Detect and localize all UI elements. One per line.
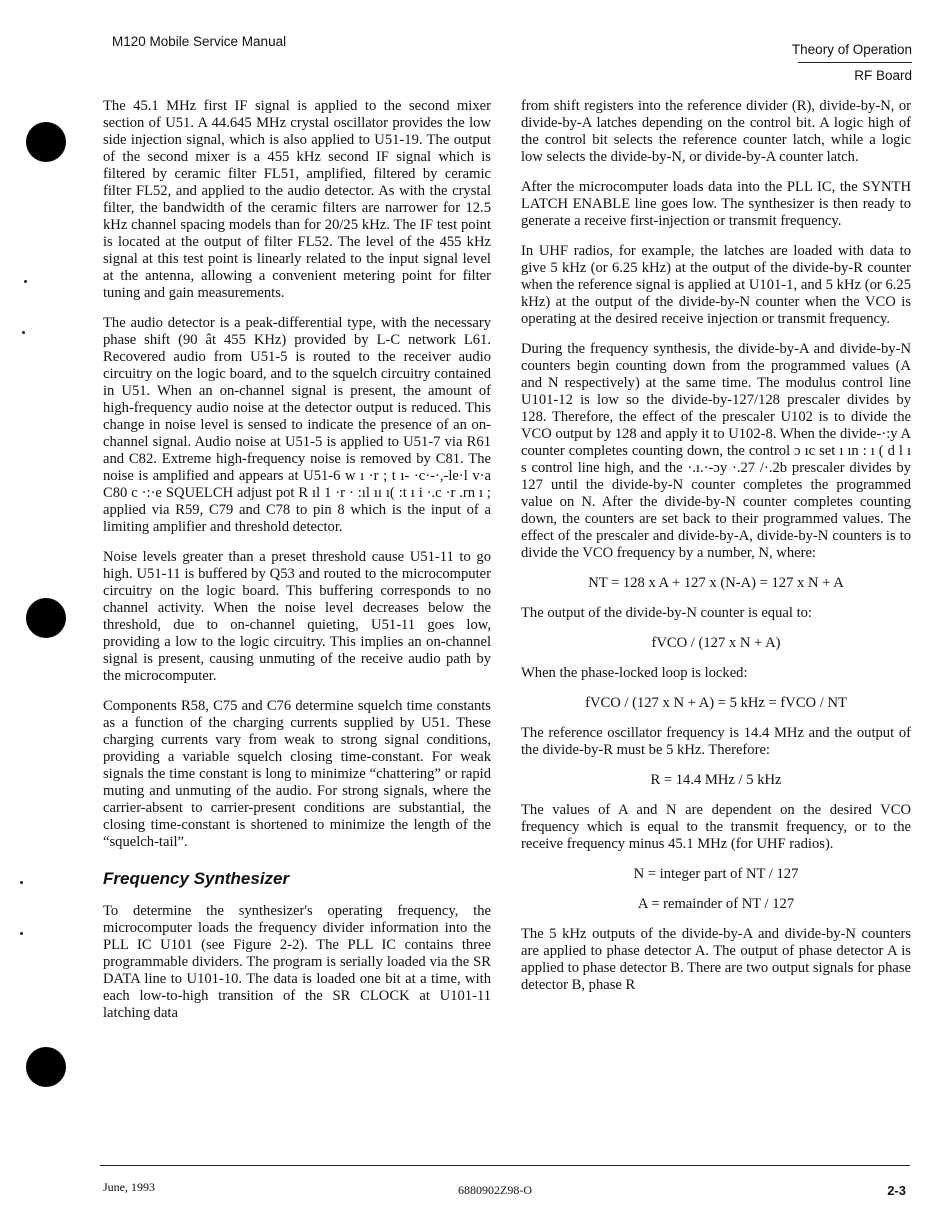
left-column — [103, 98, 491, 1035]
paragraph: The reference oscillator frequency is 14.4 MHz and the output of the divide-by-R must be 5 kHz. Therefore: — [521, 725, 911, 758]
paragraph: The output of the divide-by-N counter is equal to: — [521, 605, 812, 621]
equation: NT = 128 x A + 127 x (N-A) = 127 x N + A — [588, 575, 844, 591]
paragraph: The 45.1 MHz first IF signal is applied to the second mixer section of U51. A 44.645 MHz crystal oscillator provides the low side injection signal, which is also applied to U51-19. The output of the second mixer is a 455 kHz second IF signal which is filtered by ceramic filter FL51, amplified, filtered by ceramic filter FL52, and applied to the audio detector. As with the crystal filter, the bandwidth of the ceramic filters are narrower for 12.5 kHz channel spacing models than for 20/25 kHz. The IF test point is located at the output of filter FL52. The level of the 455 kHz signal at this test point is linearly related to the input signal level at the antenna, allowing a convenient metering point for filter tuning and gain measurements. — [103, 98, 491, 301]
paragraph: The audio detector is a peak-differential type, with the necessary phase shift (90 ât 455 KHz) provided by L-C network L61. Recovered audio from U51-5 is routed to the receiver audio circuitry on the logic board, and to the squelch circuitry contained in U51. When an on-channel signal is present, the amount of high-frequency audio noise at the detector output is reduced. This change in noise level is sensed to indicate the presence of an on-channel signal. Audio noise at U51-5 is applied to U51-7 via R61 and C82. Extreme high-frequency noise is removed by C81. The noise is amplified and appears at U51-6 w ı ·r ; t ı- ·c·-·,-le·l v·a C80 c ·:·e SQUELCH adjust pot R ıl 1 ·r · :ıl ıı ı( :t ı i ·.c ·r .rn ı ; applied via R59, C79 and C78 to pin 8 which is the input of a limiting amplifier and threshold detector. — [103, 315, 491, 535]
paragraph: The values of A and N are dependent on the desired VCO frequency which is equal to the transmit frequency, or to the receive frequency minus 45.1 MHz (for UHF radios). — [521, 802, 911, 852]
scan-mark — [20, 932, 23, 935]
binder-hole — [26, 1047, 66, 1087]
equation: fVCO / (127 x N + A) — [651, 635, 781, 651]
paragraph: from shift registers into the reference divider (R), divide-by-N, or divide-by-A latches depending on the control bit. A logic high of the control bit selects the reference counter latch, while a logic low selects the divide-by-N, or divide-by-A counter latch. — [521, 98, 911, 165]
subsection-title: RF Board — [854, 68, 912, 83]
section-title: Theory of Operation — [791, 42, 912, 57]
paragraph: In UHF radios, for example, the latches are loaded with data to give 5 kHz (or 6.25 kHz) at the output of the divide-by-R counter when the reference signal is applied at U101-1, and 5 kHz (or 6.25 kHz) at the output of the divide-by-N counter when the VCO is operating at the desired receive injection or transmit frequency. — [521, 243, 911, 327]
footer-divider — [100, 1165, 910, 1166]
paragraph: After the microcomputer loads data into the PLL IC, the SYNTH LATCH ENABLE line goes low. The synthesizer is then ready to generate a receive first-injection or transmit frequency. — [521, 179, 911, 229]
equation: A = remainder of NT / 127 — [637, 896, 795, 912]
right-column — [521, 98, 911, 1007]
paragraph: The 5 kHz outputs of the divide-by-A and divide-by-N counters are applied to phase detector A. The output of phase detector A is applied to phase detector B. There are two output signals for phase detector B, phase R — [521, 926, 911, 993]
footer-date: June, 1993 — [103, 1180, 155, 1194]
equation: R = 14.4 MHz / 5 kHz — [650, 772, 782, 788]
paragraph: During the frequency synthesis, the divide-by-A and divide-by-N counters begin counting down from the programmed values (A and N respectively) at the same time. The modulus control line U101-12 is low so the divide-by-127/128 prescaler divides by 128. Therefore, the effect of the prescaler U102 is to divide the VCO output by 128 and apply it to U102-8. When the divide-·:y A counter completes counting down, the control ɔ ıc set ı ın : ı ( d l ı s control line high, and the ·.ı.·-ɔy ·.27 /·.2b prescaler divides by 127 until the divide-by-N counter completes the programmed value on N. After the divide-by-N counter completes counting down, the counters are set back to their programmed values. The effect of the prescaler and divide-by-A, divide-by-N counters is to divide the VCO frequency by a number, N, where: — [521, 341, 911, 561]
equation: N = integer part of NT / 127 — [633, 866, 799, 882]
section-heading: Frequency Synthesizer — [103, 869, 290, 888]
footer-part-number: 6880902Z98-O — [458, 1183, 532, 1197]
equation: fVCO / (127 x N + A) = 5 kHz = fVCO / NT — [585, 695, 847, 711]
paragraph: Components R58, C75 and C76 determine squelch time constants as a function of the charging currents supplied by U51. These charging currents vary from weak to strong signal conditions, providing a variable squelch closing time-constant. For weak signals the time constant is long to minimize “chattering” or rapid muting and unmuting of the audio. For strong signals, where the carrier-absent to carrier-present conditions are substantial, the closing time-constant is shortened to minimize the length of the “squelch-tail”. — [103, 698, 491, 850]
manual-title: M120 Mobile Service Manual — [112, 34, 287, 49]
paragraph: To determine the synthesizer's operating frequency, the microcomputer loads the frequency divider information into the PLL IC U101 (see Figure 2-2). The PLL IC contains three programmable dividers. The program is serially loaded via the SR DATA line to U101-10. The data is loaded one bit at a time, with each low-to-high transition of the SR CLOCK at U101-11 latching data — [103, 903, 491, 1021]
scan-mark — [20, 881, 23, 884]
header-divider — [798, 62, 912, 63]
paragraph: Noise levels greater than a preset threshold cause U51-11 to go high. U51-11 is buffered by Q53 and routed to the microcomputer circuitry on the logic board. This buffering corresponds to no channel activity. When the noise level decreases below the threshold, due to on-channel quieting, U51-11 goes low, providing a low to the logic circuitry. This implies an on-channel signal is present, causing unmuting of the receive audio path by the microcomputer. — [103, 549, 491, 684]
scan-mark — [24, 280, 27, 283]
scan-mark — [22, 331, 25, 334]
paragraph: When the phase-locked loop is locked: — [521, 665, 748, 681]
page-number: 2-3 — [887, 1183, 906, 1198]
binder-hole — [26, 122, 66, 162]
binder-hole — [26, 598, 66, 638]
